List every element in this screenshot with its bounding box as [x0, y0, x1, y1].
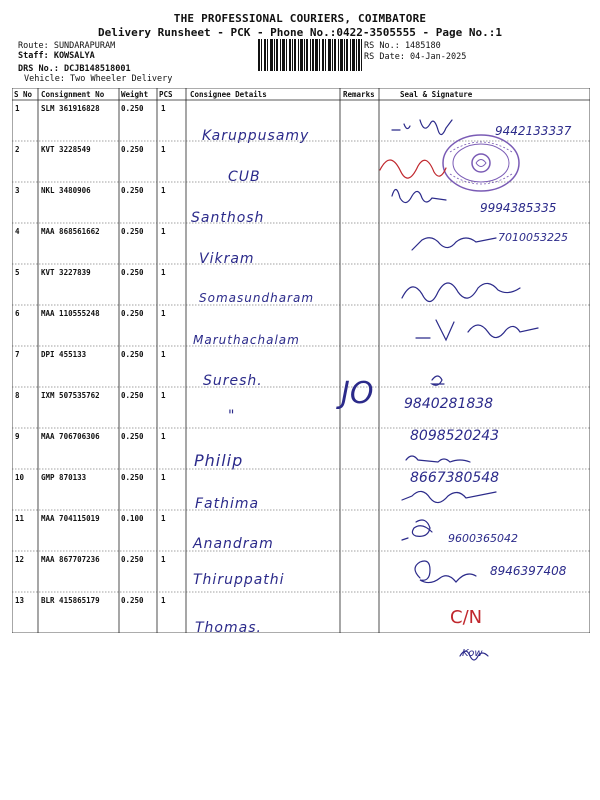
consignee-name: Karuppusamy — [202, 128, 310, 144]
row-weight: 0.250 — [121, 186, 144, 195]
row-sno: 5 — [15, 268, 20, 277]
runsheet-subtitle: Delivery Runsheet - PCK - Phone No.:0422-3505555 - Page No.:1 — [98, 26, 502, 39]
row-consignment: NKL 3480906 — [41, 186, 91, 195]
consignee-name: Philip — [194, 451, 244, 470]
row-weight: 0.250 — [121, 473, 144, 482]
rs-date: RS Date: 04-Jan-2025 — [364, 52, 467, 62]
row-sno: 4 — [15, 227, 20, 236]
drs-number: DRS No.: DCJB148518001 — [18, 64, 131, 74]
row-weight: 0.250 — [121, 268, 144, 277]
row-weight: 0.250 — [121, 227, 144, 236]
row-consignment: MAA 867707236 — [41, 555, 100, 564]
col-header-seal-signature: Seal & Signature — [400, 90, 473, 99]
row-pcs: 1 — [161, 391, 166, 400]
staff-label: Staff: KOWSALYA — [18, 51, 95, 61]
company-title: THE PROFESSIONAL COURIERS, COIMBATORE — [173, 12, 427, 25]
row-consignment: BLR 415865179 — [41, 596, 100, 605]
consignee-ditto-mark: " — [228, 408, 236, 424]
row-consignment: DPI 455133 — [41, 350, 87, 359]
row-pcs: 1 — [161, 555, 166, 564]
phone-number: 9600365042 — [448, 532, 518, 545]
consignee-name: Somasundharam — [199, 291, 315, 305]
consignee-name: Vikram — [199, 251, 255, 267]
col-header-remarks: Remarks — [343, 90, 375, 99]
row-pcs: 1 — [161, 309, 166, 318]
row-sno: 2 — [15, 145, 20, 154]
row-consignment: KVT 3228549 — [41, 145, 91, 154]
col-header-consignment: Consignment No — [41, 90, 105, 99]
phone-number: 8946397408 — [490, 564, 567, 578]
row-consignment: IXM 507535762 — [41, 391, 100, 400]
row-sno: 12 — [15, 555, 25, 564]
row-weight: 0.250 — [121, 309, 144, 318]
row-consignment: MAA 704115019 — [41, 514, 100, 523]
row-consignment: KVT 3227839 — [41, 268, 91, 277]
consignee-name: Maruthachalam — [193, 333, 300, 347]
signatures-area — [372, 100, 594, 670]
consignee-name: Santhosh — [191, 210, 265, 226]
row-consignment: GMP 870133 — [41, 473, 87, 482]
row-weight: 0.250 — [121, 350, 144, 359]
row-weight: 0.250 — [121, 145, 144, 154]
row-pcs: 1 — [161, 473, 166, 482]
vehicle-label: Vehicle: Two Wheeler Delivery — [24, 74, 173, 84]
col-header-pcs: PCS — [159, 90, 173, 99]
row-pcs: 1 — [161, 350, 166, 359]
row-consignment: MAA 868561662 — [41, 227, 100, 236]
cn-signoff: C/N — [450, 607, 483, 628]
row-pcs: 1 — [161, 145, 166, 154]
row-consignment: MAA 706706306 — [41, 432, 100, 441]
barcode-icon — [258, 39, 362, 71]
row-pcs: 1 — [161, 432, 166, 441]
kow-signoff: Kow — [462, 648, 483, 659]
row-weight: 0.250 — [121, 596, 144, 605]
route-label: Route: SUNDARAPURAM — [18, 41, 116, 51]
consignee-name: Fathima — [195, 496, 260, 512]
consignee-name: Anandram — [193, 536, 274, 552]
row-pcs: 1 — [161, 268, 166, 277]
row-sno: 7 — [15, 350, 20, 359]
rs-number: RS No.: 1485180 — [364, 41, 441, 51]
row-weight: 0.250 — [121, 432, 144, 441]
row-sno: 6 — [15, 309, 20, 318]
consignee-name: Thiruppathi — [193, 572, 285, 588]
row-consignment: MAA 110555248 — [41, 309, 100, 318]
row-sno: 11 — [15, 514, 25, 523]
phone-number: 8667380548 — [410, 470, 500, 486]
col-header-weight: Weight — [121, 90, 149, 99]
col-header-sno: S No — [14, 90, 33, 99]
phone-number: 9442133337 — [495, 124, 572, 138]
row-weight: 0.100 — [121, 514, 144, 523]
row-sno: 1 — [15, 104, 20, 113]
row-consignment: SLM 361916828 — [41, 104, 100, 113]
row-sno: 9 — [15, 432, 20, 441]
consignee-name: CUB — [228, 169, 261, 185]
consignee-name: Suresh. — [203, 373, 263, 389]
col-header-consignee: Consignee Details — [190, 90, 267, 99]
row-weight: 0.250 — [121, 391, 144, 400]
remark-jo: JO — [341, 376, 374, 411]
row-pcs: 1 — [161, 104, 166, 113]
row-pcs: 1 — [161, 596, 166, 605]
phone-number: 9994385335 — [480, 201, 557, 215]
row-pcs: 1 — [161, 514, 166, 523]
phone-number: 7010053225 — [498, 231, 568, 244]
row-weight: 0.250 — [121, 555, 144, 564]
consignee-name: Thomas. — [195, 620, 262, 636]
phone-number: 8098520243 — [410, 428, 500, 444]
row-sno: 13 — [15, 596, 25, 605]
row-sno: 3 — [15, 186, 20, 195]
row-pcs: 1 — [161, 227, 166, 236]
phone-number: 9840281838 — [404, 396, 494, 412]
row-pcs: 1 — [161, 186, 166, 195]
row-sno: 8 — [15, 391, 20, 400]
row-sno: 10 — [15, 473, 25, 482]
row-weight: 0.250 — [121, 104, 144, 113]
